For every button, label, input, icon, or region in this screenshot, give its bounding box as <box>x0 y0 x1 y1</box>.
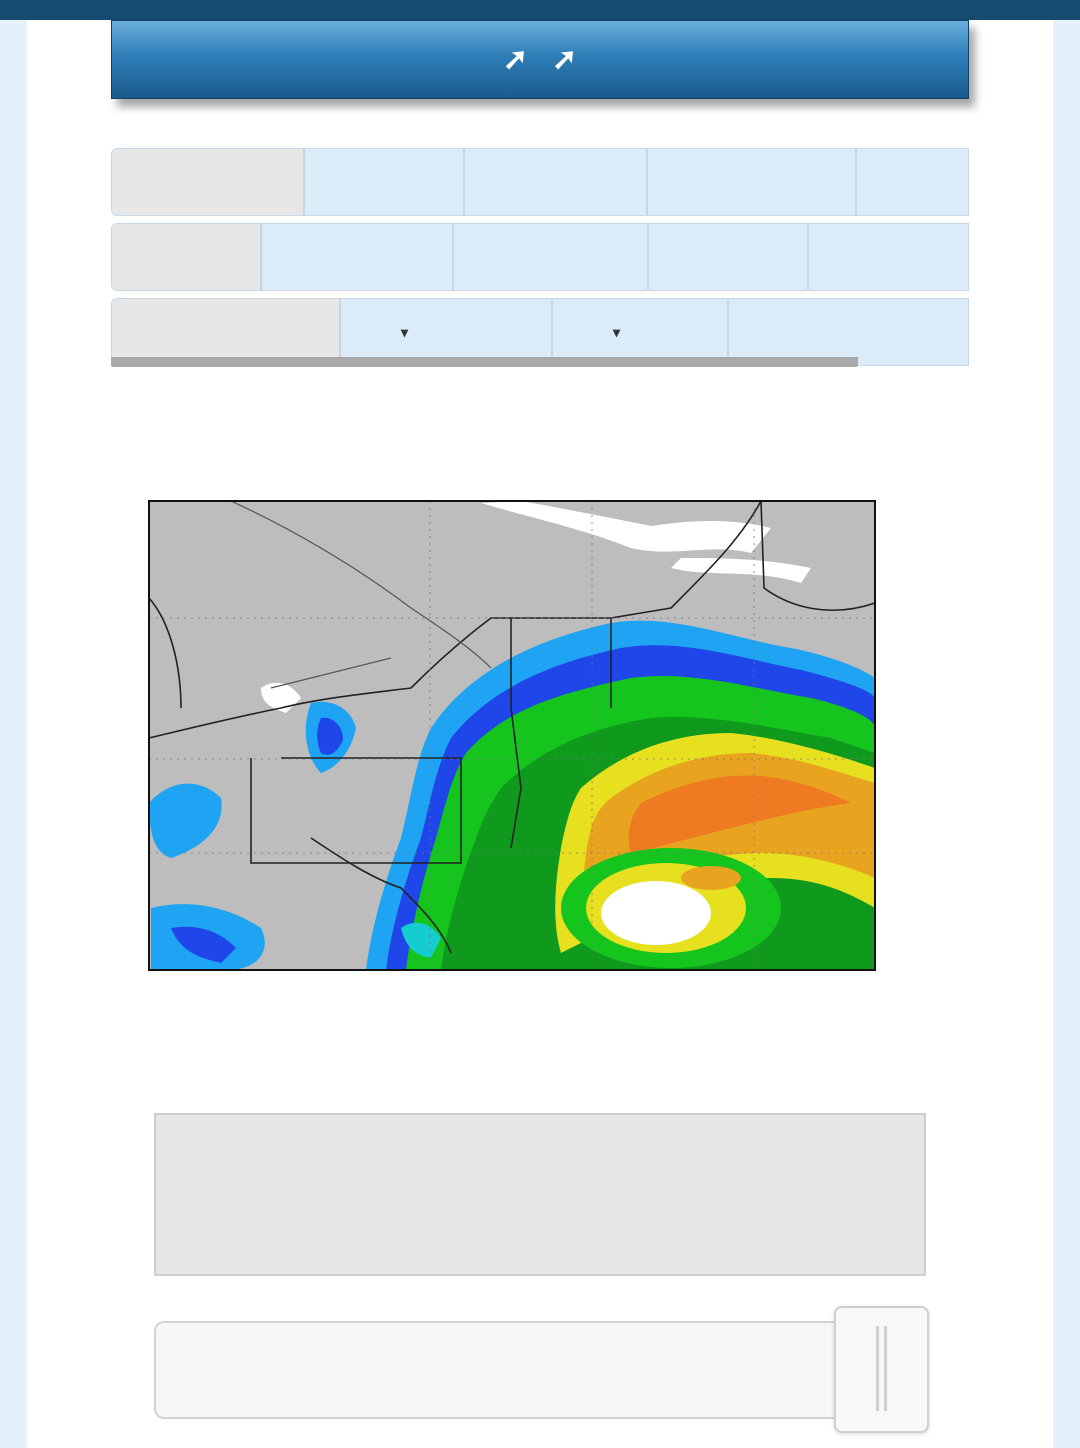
menu-item-bookmark[interactable] <box>648 149 857 215</box>
top-bar <box>0 0 1080 20</box>
forecast-hour-slider-track[interactable] <box>154 1321 894 1419</box>
right-margin <box>1053 20 1080 1448</box>
menu-item-collections[interactable] <box>857 149 969 215</box>
grip-line <box>876 1326 879 1411</box>
menu-item-filter[interactable] <box>553 299 729 365</box>
menu-item-sketch[interactable] <box>649 224 809 290</box>
tools-label <box>112 224 262 290</box>
valid-time-info-box <box>154 1113 926 1276</box>
menu-item-overlays[interactable] <box>262 224 454 290</box>
forecast-map-svg <box>111 408 975 1062</box>
arrow-up-right-icon: ➚ <box>502 43 528 76</box>
menu-item-export-image[interactable] <box>809 224 969 290</box>
left-margin <box>0 20 27 1448</box>
selections-menu <box>111 298 969 366</box>
menu-item-variable[interactable] <box>465 149 648 215</box>
menu-item-archive[interactable] <box>341 299 553 365</box>
chevron-down-icon: ▾ <box>401 323 409 340</box>
menu-scrollbar[interactable] <box>111 357 858 367</box>
my-lists-label <box>112 149 305 215</box>
forecast-map-figure <box>111 408 975 1062</box>
my-lists-menu <box>111 148 969 216</box>
arrow-up-right-icon: ➚ <box>552 43 578 76</box>
grip-line <box>884 1326 887 1411</box>
menu-item-make-gif[interactable] <box>454 224 649 290</box>
chevron-down-icon: ▾ <box>613 323 621 340</box>
menu-item-region[interactable] <box>305 149 465 215</box>
tools-menu <box>111 223 969 291</box>
back-to-previous-options-button[interactable] <box>111 20 969 99</box>
radar-map <box>149 501 875 970</box>
selections-label <box>112 299 341 365</box>
slider-handle[interactable] <box>834 1306 929 1433</box>
menu-item-delta-hour[interactable] <box>729 299 969 365</box>
